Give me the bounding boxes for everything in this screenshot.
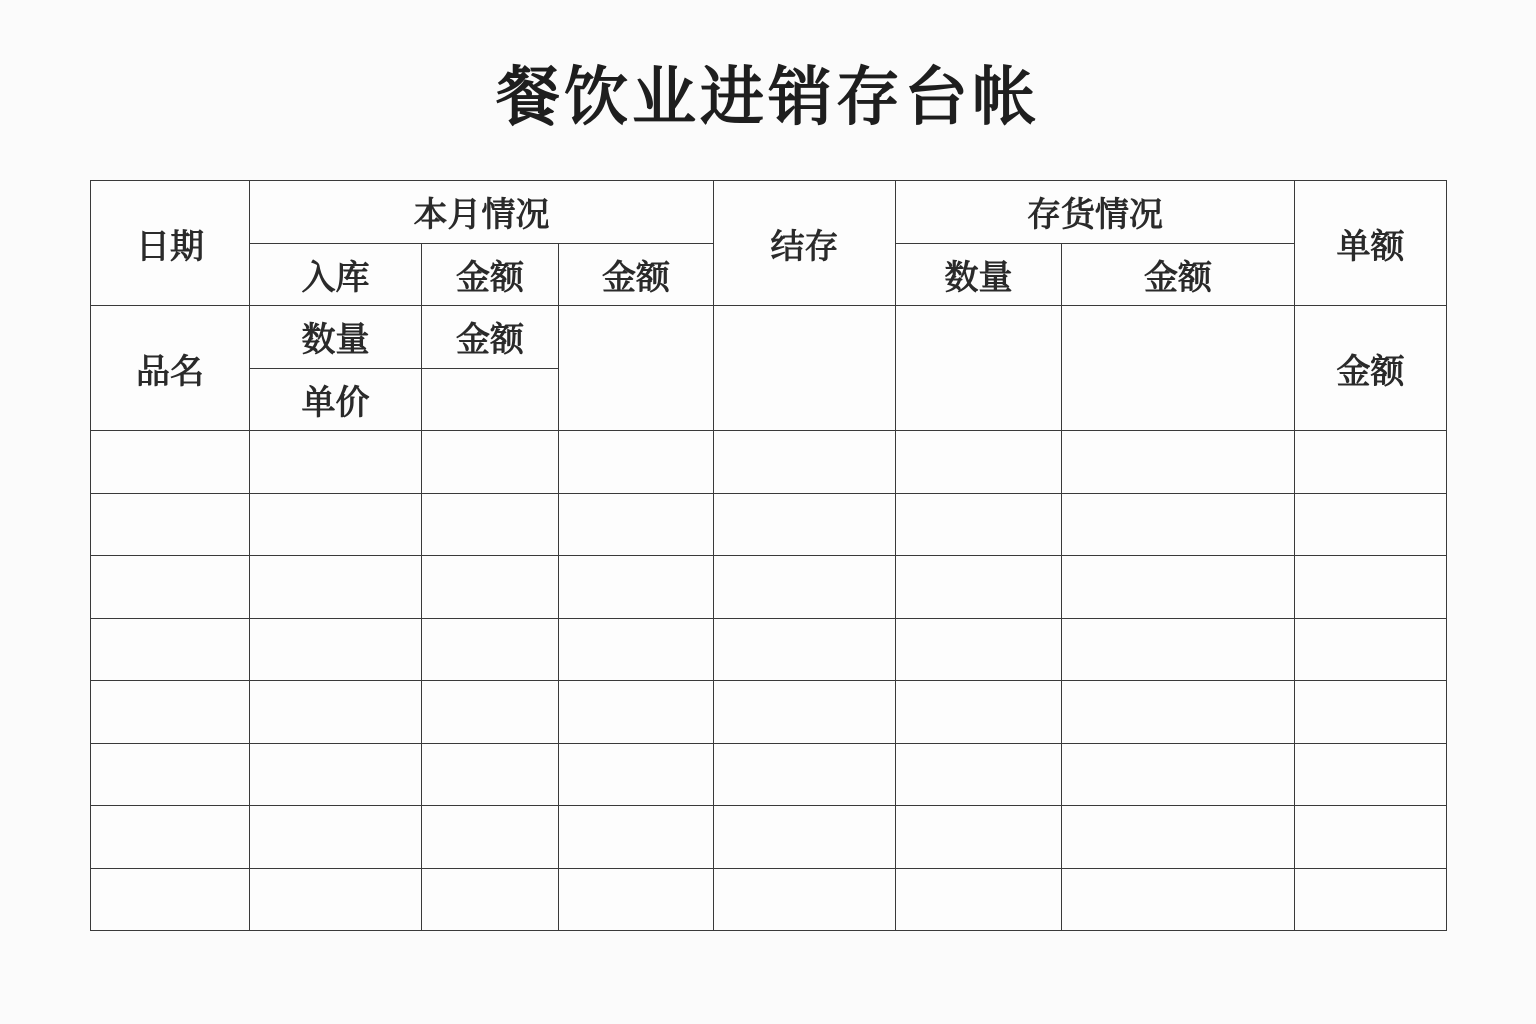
table-cell[interactable] [559,431,714,494]
table-cell[interactable] [559,868,714,931]
table-cell[interactable] [714,431,896,494]
header-amount: 金额 [1062,243,1295,306]
table-cell[interactable] [91,556,250,619]
table-cell[interactable] [91,493,250,556]
table-cell[interactable] [1062,431,1295,494]
table-cell[interactable] [422,681,559,744]
ledger-body [91,431,1447,931]
header-unit-price: 单价 [250,368,422,431]
table-row [91,743,1447,806]
header-row [91,306,1447,369]
table-cell[interactable] [250,681,422,744]
header-inbound: 入库 [250,243,422,306]
table-cell[interactable] [250,556,422,619]
table-cell[interactable] [714,806,896,869]
table-cell[interactable] [1295,681,1447,744]
table-cell[interactable] [250,743,422,806]
table-cell[interactable] [714,743,896,806]
table-row [91,681,1447,744]
table-cell[interactable] [714,556,896,619]
table-cell[interactable] [250,493,422,556]
header-unit-amount: 单额 [1295,181,1447,306]
table-cell[interactable] [1295,556,1447,619]
header-quantity: 数量 [896,243,1062,306]
table-cell[interactable] [91,431,250,494]
ledger-header [91,181,1447,431]
table-cell[interactable] [714,618,896,681]
table-cell[interactable] [1295,493,1447,556]
table-cell[interactable] [422,431,559,494]
table-cell[interactable] [422,806,559,869]
table-cell[interactable] [1062,743,1295,806]
table-cell[interactable] [714,681,896,744]
table-cell[interactable] [896,868,1062,931]
blank-cell[interactable] [1062,306,1295,431]
table-cell[interactable] [1062,806,1295,869]
table-cell[interactable] [559,806,714,869]
table-cell[interactable] [896,743,1062,806]
table-cell[interactable] [422,556,559,619]
table-cell[interactable] [91,743,250,806]
table-cell[interactable] [559,493,714,556]
table-cell[interactable] [896,618,1062,681]
blank-cell[interactable] [896,306,1062,431]
table-row [91,806,1447,869]
blank-cell[interactable] [422,368,559,431]
header-row [91,181,1447,244]
table-cell[interactable] [896,431,1062,494]
table-cell[interactable] [91,868,250,931]
table-cell[interactable] [1295,618,1447,681]
table-row [91,618,1447,681]
blank-cell[interactable] [714,306,896,431]
blank-cell[interactable] [559,306,714,431]
table-cell[interactable] [1295,868,1447,931]
table-cell[interactable] [559,681,714,744]
table-cell[interactable] [1062,493,1295,556]
table-cell[interactable] [714,493,896,556]
table-cell[interactable] [896,556,1062,619]
table-cell[interactable] [422,493,559,556]
header-inventory: 存货情况 [896,181,1295,244]
table-cell[interactable] [422,743,559,806]
header-amount: 金额 [1295,306,1447,431]
table-row [91,556,1447,619]
table-row [91,493,1447,556]
table-cell[interactable] [559,618,714,681]
table-cell[interactable] [250,806,422,869]
table-cell[interactable] [1295,743,1447,806]
header-amount: 金额 [422,306,559,369]
table-cell[interactable] [422,868,559,931]
table-cell[interactable] [896,681,1062,744]
table-cell[interactable] [1295,431,1447,494]
page-title: 餐饮业进销存台帐 [496,61,1040,135]
header-quantity: 数量 [250,306,422,369]
table-cell[interactable] [91,681,250,744]
table-cell[interactable] [1062,618,1295,681]
table-cell[interactable] [896,493,1062,556]
table-cell[interactable] [1062,556,1295,619]
table-row [91,431,1447,494]
header-amount: 金额 [559,243,714,306]
table-cell[interactable] [559,743,714,806]
header-this-month: 本月情况 [250,181,714,244]
table-cell[interactable] [896,806,1062,869]
ledger-table [90,180,1447,931]
table-cell[interactable] [91,618,250,681]
table-cell[interactable] [1062,681,1295,744]
table-cell[interactable] [559,556,714,619]
header-amount: 金额 [422,243,559,306]
table-row [91,868,1447,931]
table-cell[interactable] [91,806,250,869]
header-product-name: 品名 [91,306,250,431]
table-cell[interactable] [1062,868,1295,931]
table-cell[interactable] [250,431,422,494]
table-cell[interactable] [422,618,559,681]
header-date: 日期 [91,181,250,306]
table-cell[interactable] [250,868,422,931]
table-cell[interactable] [714,868,896,931]
table-cell[interactable] [250,618,422,681]
header-closing-stock: 结存 [714,181,896,306]
table-cell[interactable] [1295,806,1447,869]
